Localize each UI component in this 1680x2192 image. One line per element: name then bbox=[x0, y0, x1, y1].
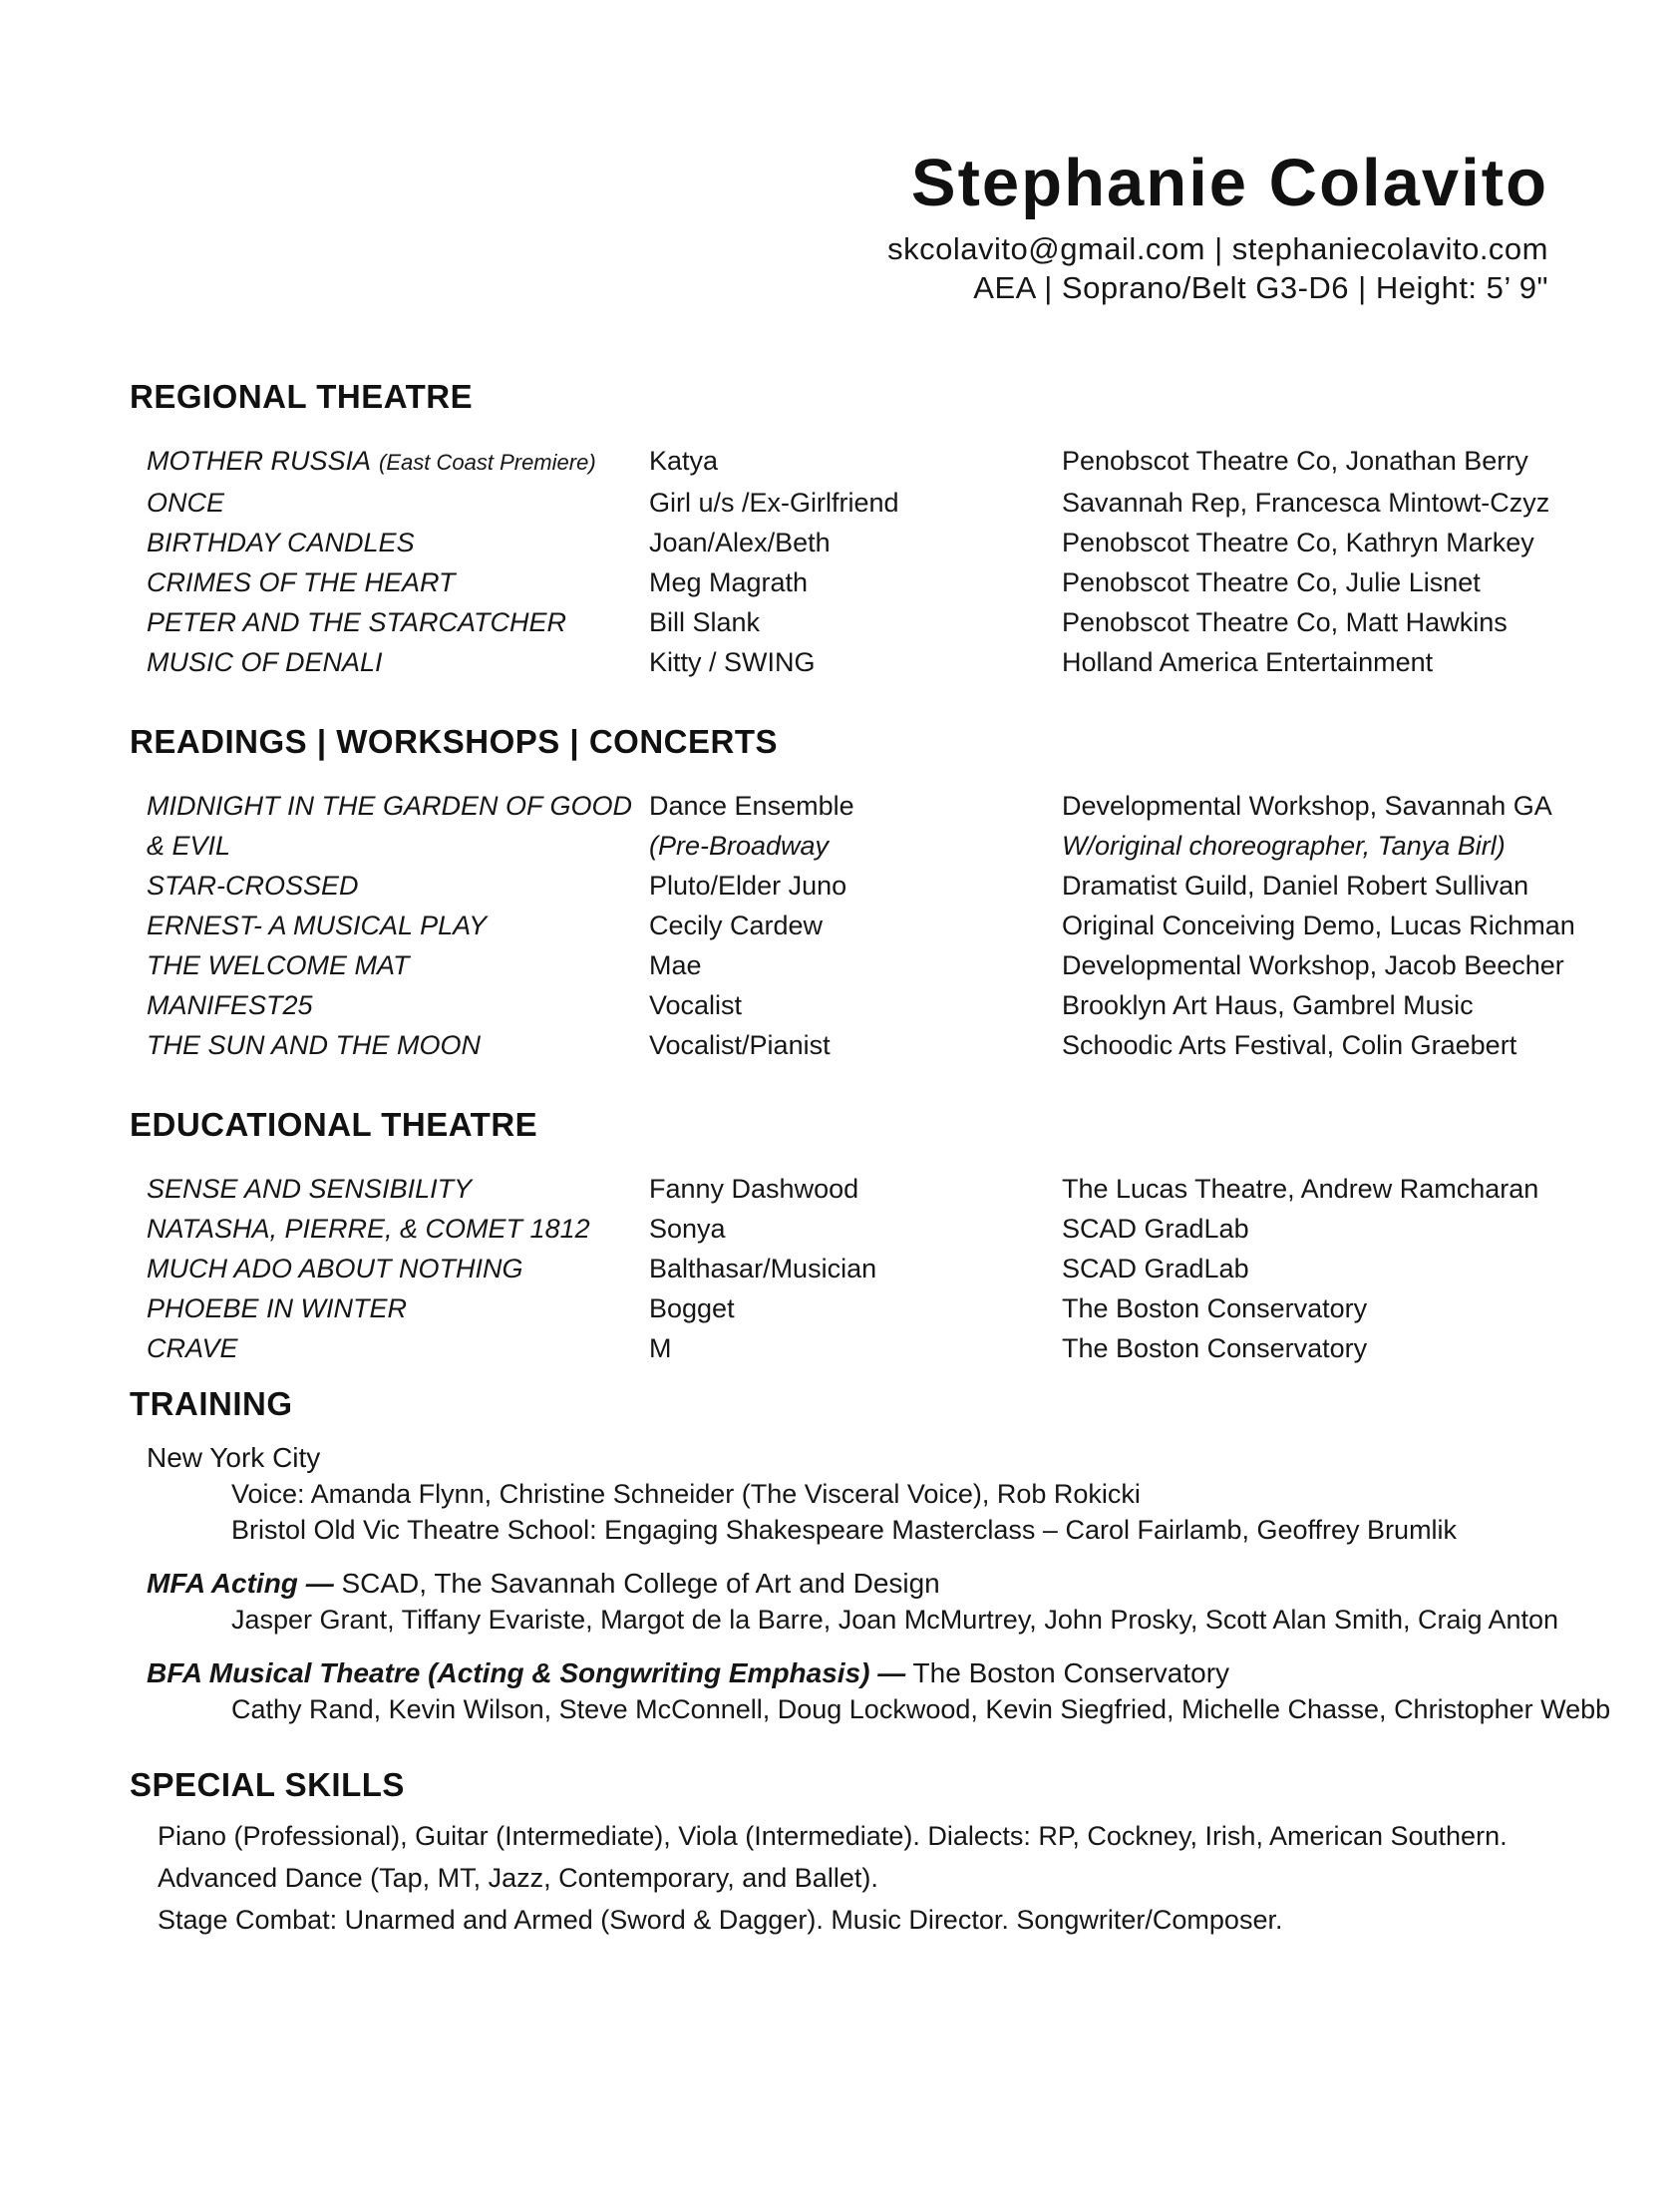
role-cell: Sonya bbox=[649, 1214, 726, 1244]
company-cell: The Boston Conservatory bbox=[1062, 1333, 1368, 1363]
show-title: MUCH ADO ABOUT NOTHING bbox=[147, 1254, 523, 1283]
table-row bbox=[147, 1209, 1680, 1249]
show-title: MOTHER RUSSIA bbox=[147, 446, 372, 476]
show-title-cell bbox=[147, 642, 649, 682]
company-cell: Holland America Entertainment bbox=[1062, 647, 1434, 677]
table-row bbox=[147, 441, 1680, 483]
show-title-cell bbox=[147, 1288, 649, 1328]
company-cell: Developmental Workshop, Jacob Beecher bbox=[1062, 950, 1564, 980]
show-title-cell bbox=[147, 483, 649, 523]
table-row bbox=[147, 786, 1680, 826]
company-cell: W/original choreographer, Tanya Birl) bbox=[1062, 831, 1506, 861]
role-cell: Girl u/s /Ex-Girlfriend bbox=[649, 488, 899, 518]
role-cell: Balthasar/Musician bbox=[649, 1254, 877, 1283]
role-cell: M bbox=[649, 1333, 672, 1363]
resume-header bbox=[0, 0, 1680, 307]
show-title: MUSIC OF DENALI bbox=[147, 647, 383, 677]
training-groups bbox=[130, 1440, 1680, 1727]
company-cell: Penobscot Theatre Co, Jonathan Berry bbox=[1062, 446, 1528, 476]
special-skills-section bbox=[130, 1765, 1680, 1941]
show-title-cell bbox=[147, 1328, 649, 1368]
credit-section bbox=[130, 377, 1680, 682]
training-program-school: SCAD, The Savannah College of Art and Design bbox=[333, 1568, 940, 1599]
section-heading: TRAINING bbox=[130, 1385, 293, 1422]
show-title-cell bbox=[147, 1025, 649, 1065]
table-row bbox=[147, 483, 1680, 523]
training-section bbox=[130, 1384, 1680, 1727]
resume-body bbox=[0, 377, 1680, 1941]
company-cell: Developmental Workshop, Savannah GA bbox=[1062, 791, 1552, 821]
table-row bbox=[147, 602, 1680, 642]
table-row bbox=[147, 1249, 1680, 1288]
company-cell: Penobscot Theatre Co, Julie Lisnet bbox=[1062, 567, 1481, 597]
training-group bbox=[147, 1566, 1680, 1638]
training-program-name: MFA Acting — bbox=[147, 1568, 334, 1599]
skill-line: Stage Combat: Unarmed and Armed (Sword & Dagger). Music Director. Songwriter/Composer. bbox=[158, 1905, 1283, 1935]
show-title: SENSE AND SENSIBILITY bbox=[147, 1174, 473, 1204]
table-row bbox=[147, 1169, 1680, 1209]
show-title: PETER AND THE STARCATCHER bbox=[147, 607, 567, 637]
show-title-cell bbox=[147, 441, 649, 483]
role-cell: Joan/Alex/Beth bbox=[649, 528, 831, 557]
credit-table bbox=[147, 441, 1680, 682]
credit-sections bbox=[130, 377, 1680, 1368]
training-program-name: New York City bbox=[147, 1442, 321, 1473]
contact-line-1: skcolavito@gmail.com | stephaniecolavito.com bbox=[887, 231, 1548, 266]
show-title: CRAVE bbox=[147, 1333, 238, 1363]
show-title: PHOEBE IN WINTER bbox=[147, 1293, 408, 1323]
training-detail-list bbox=[231, 1476, 1680, 1548]
show-title-note: (East Coast Premiere) bbox=[379, 450, 596, 475]
show-title: BIRTHDAY CANDLES bbox=[147, 528, 415, 557]
role-cell: Fanny Dashwood bbox=[649, 1174, 859, 1204]
skill-line: Advanced Dance (Tap, MT, Jazz, Contemporary, and Ballet). bbox=[158, 1863, 878, 1893]
role-cell: Meg Magrath bbox=[649, 567, 809, 597]
training-program-name: BFA Musical Theatre (Acting & Songwriting Emphasis) — bbox=[147, 1657, 906, 1688]
table-row bbox=[147, 906, 1680, 945]
table-row bbox=[147, 866, 1680, 906]
role-cell: Pluto/Elder Juno bbox=[649, 871, 847, 901]
table-row bbox=[147, 1288, 1680, 1328]
contact-line-2: AEA | Soprano/Belt G3-D6 | Height: 5’ 9" bbox=[973, 270, 1548, 305]
company-cell: The Lucas Theatre, Andrew Ramcharan bbox=[1062, 1174, 1539, 1204]
section-heading: SPECIAL SKILLS bbox=[130, 1766, 405, 1803]
role-cell: Cecily Cardew bbox=[649, 911, 824, 940]
show-title-cell bbox=[147, 1209, 649, 1249]
company-cell: SCAD GradLab bbox=[1062, 1254, 1249, 1283]
show-title-cell bbox=[147, 826, 649, 866]
table-row bbox=[147, 826, 1680, 866]
training-group bbox=[147, 1440, 1680, 1548]
show-title-cell bbox=[147, 945, 649, 985]
training-detail-list bbox=[231, 1691, 1680, 1727]
training-detail-list bbox=[231, 1602, 1680, 1638]
show-title-cell bbox=[147, 562, 649, 602]
show-title: NATASHA, PIERRE, & COMET 1812 bbox=[147, 1214, 590, 1244]
table-row bbox=[147, 1025, 1680, 1065]
company-cell: Dramatist Guild, Daniel Robert Sullivan bbox=[1062, 871, 1529, 901]
show-title: ONCE bbox=[147, 488, 225, 518]
company-cell: The Boston Conservatory bbox=[1062, 1293, 1368, 1323]
credit-section bbox=[130, 1105, 1680, 1368]
training-detail-line: Cathy Rand, Kevin Wilson, Steve McConnell, Doug Lockwood, Kevin Siegfried, Michelle Chasse, Christopher Webb bbox=[231, 1694, 1611, 1724]
section-heading: READINGS | WORKSHOPS | CONCERTS bbox=[130, 723, 779, 760]
table-row bbox=[147, 945, 1680, 985]
show-title-cell bbox=[147, 906, 649, 945]
show-title: & EVIL bbox=[147, 831, 231, 861]
credit-table bbox=[147, 786, 1680, 1065]
show-title-cell bbox=[147, 985, 649, 1025]
credit-section bbox=[130, 722, 1680, 1065]
training-detail-line: Jasper Grant, Tiffany Evariste, Margot de la Barre, Joan McMurtrey, John Prosky, Scott Alan Smith, Craig Anton bbox=[231, 1605, 1559, 1635]
show-title-cell bbox=[147, 786, 649, 826]
company-cell: Original Conceiving Demo, Lucas Richman bbox=[1062, 911, 1575, 940]
training-group-title bbox=[147, 1566, 1680, 1602]
show-title-cell bbox=[147, 1249, 649, 1288]
show-title: MIDNIGHT IN THE GARDEN OF GOOD bbox=[147, 791, 633, 821]
show-title: CRIMES OF THE HEART bbox=[147, 567, 456, 597]
training-group bbox=[147, 1655, 1680, 1727]
skills-list bbox=[158, 1815, 1680, 1941]
role-cell: (Pre-Broadway bbox=[649, 831, 830, 861]
table-row bbox=[147, 985, 1680, 1025]
table-row bbox=[147, 1328, 1680, 1368]
role-cell: Bill Slank bbox=[649, 607, 761, 637]
section-heading: REGIONAL THEATRE bbox=[130, 378, 474, 415]
training-detail-line: Bristol Old Vic Theatre School: Engaging Shakespeare Masterclass – Carol Fairlamb, Geoffrey Brumlik bbox=[231, 1515, 1458, 1545]
training-group-title bbox=[147, 1440, 1680, 1476]
training-program-school: The Boston Conservatory bbox=[905, 1657, 1230, 1688]
table-row bbox=[147, 523, 1680, 562]
show-title: ERNEST- A MUSICAL PLAY bbox=[147, 911, 488, 940]
role-cell: Vocalist bbox=[649, 990, 743, 1020]
company-cell: Savannah Rep, Francesca Mintowt-Czyz bbox=[1062, 488, 1550, 518]
show-title-cell bbox=[147, 523, 649, 562]
table-row bbox=[147, 642, 1680, 682]
show-title: MANIFEST25 bbox=[147, 990, 313, 1020]
company-cell: SCAD GradLab bbox=[1062, 1214, 1249, 1244]
role-cell: Bogget bbox=[649, 1293, 735, 1323]
show-title: THE SUN AND THE MOON bbox=[147, 1030, 482, 1060]
company-cell: Penobscot Theatre Co, Kathryn Markey bbox=[1062, 528, 1534, 557]
role-cell: Mae bbox=[649, 950, 702, 980]
role-cell: Dance Ensemble bbox=[649, 791, 854, 821]
show-title-cell bbox=[147, 866, 649, 906]
section-heading: EDUCATIONAL THEATRE bbox=[130, 1106, 538, 1143]
page-title: Stephanie Colavito bbox=[910, 146, 1548, 220]
company-cell: Penobscot Theatre Co, Matt Hawkins bbox=[1062, 607, 1508, 637]
show-title: THE WELCOME MAT bbox=[147, 950, 410, 980]
table-row bbox=[147, 562, 1680, 602]
credit-table bbox=[147, 1169, 1680, 1368]
company-cell: Brooklyn Art Haus, Gambrel Music bbox=[1062, 990, 1474, 1020]
role-cell: Katya bbox=[649, 446, 719, 476]
show-title: STAR-CROSSED bbox=[147, 871, 359, 901]
role-cell: Vocalist/Pianist bbox=[649, 1030, 831, 1060]
training-group-title bbox=[147, 1655, 1680, 1691]
role-cell: Kitty / SWING bbox=[649, 647, 816, 677]
skill-line: Piano (Professional), Guitar (Intermediate), Viola (Intermediate). Dialects: RP, Cockney, Irish, American Southern. bbox=[158, 1821, 1508, 1851]
show-title-cell bbox=[147, 1169, 649, 1209]
training-detail-line: Voice: Amanda Flynn, Christine Schneider (The Visceral Voice), Rob Rokicki bbox=[231, 1479, 1141, 1509]
show-title-cell bbox=[147, 602, 649, 642]
company-cell: Schoodic Arts Festival, Colin Graebert bbox=[1062, 1030, 1517, 1060]
